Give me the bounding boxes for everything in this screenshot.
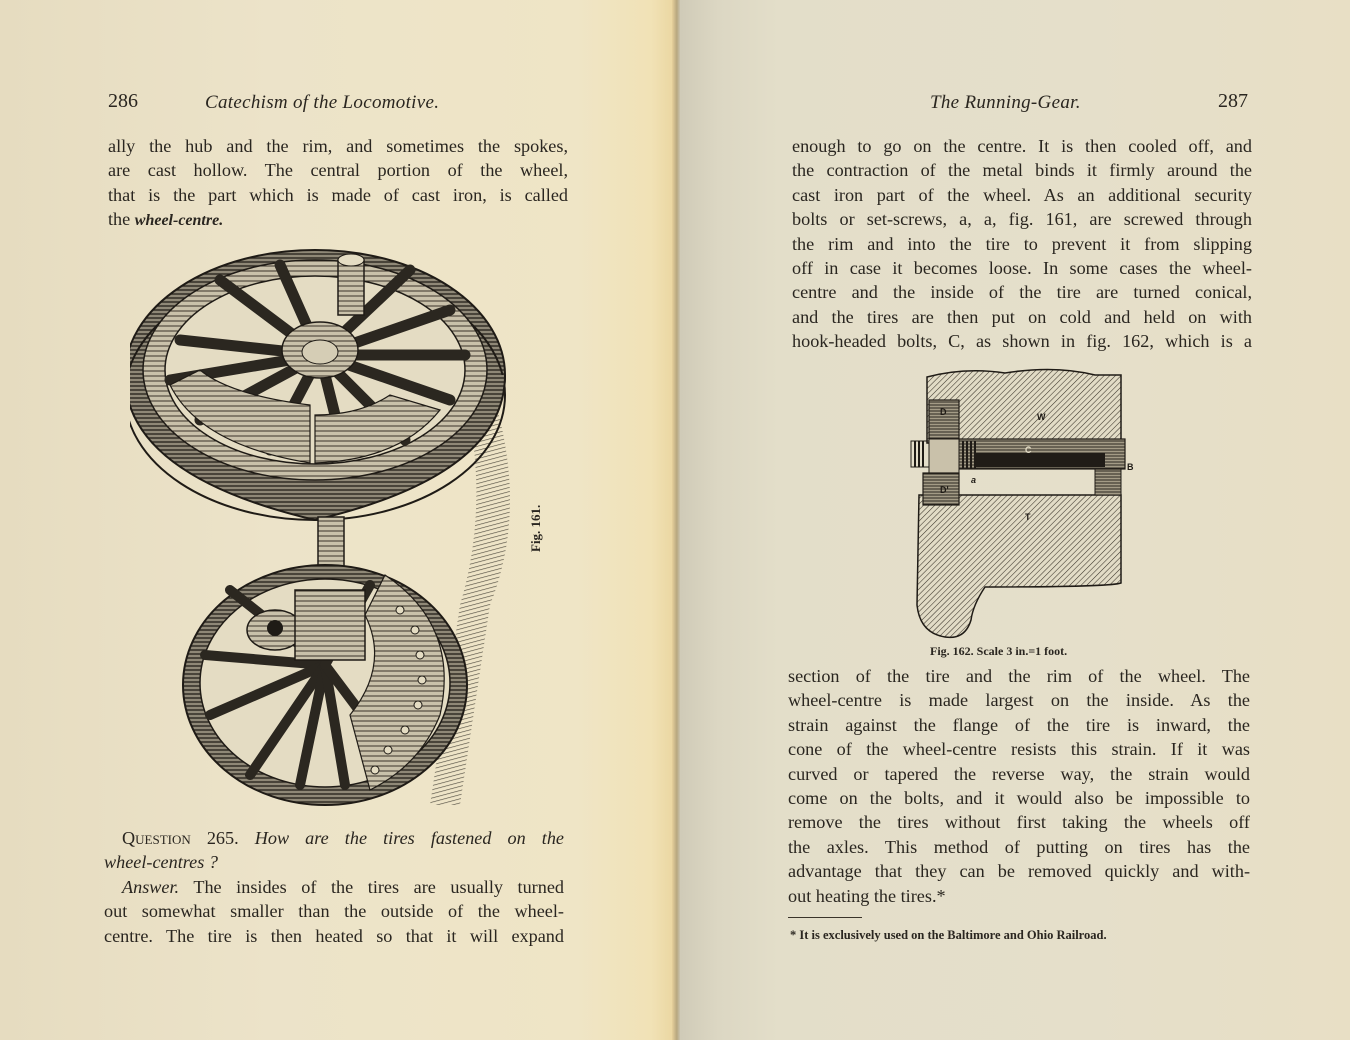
fig-161-wheel-illustration — [130, 245, 550, 815]
label-d: D — [940, 407, 947, 417]
fig-162-caption: Fig. 162. Scale 3 in.=1 foot. — [930, 644, 1068, 658]
footnote-rule — [788, 917, 862, 918]
fig-162-tire-section-diagram — [905, 365, 1145, 640]
page-number-left: 286 — [108, 90, 138, 112]
label-c: C — [1025, 445, 1032, 455]
question-265: Question 265. How are the tires fastened on the wheel-centres ? — [104, 828, 565, 873]
footnote: * It is exclusively used on the Baltimore and Ohio Railroad. — [790, 928, 1107, 942]
answer-265: Answer. The insides of the tires are usually turned out somewhat smaller than the outside of the wheel- centre. The tire is then heated so that it will expand — [104, 877, 564, 946]
label-w: W — [1037, 412, 1046, 422]
label-t: T — [1025, 512, 1031, 522]
page-number-right: 287 — [1218, 90, 1248, 112]
label-b: B — [1127, 462, 1134, 472]
label-a: a — [971, 475, 977, 485]
running-head-right: The Running-Gear. — [930, 92, 1081, 113]
label-d-prime: D' — [940, 485, 949, 495]
fig-161-caption: Fig. 161. — [528, 504, 543, 552]
left-top-paragraph: ally the hub and the rim, and sometimes the spokes, are cast hollow. The central portion of the wheel, that is the part which is made of cast iron, is called the wheel-centre. — [108, 136, 568, 230]
right-top-paragraph: enough to go on the centre. It is then cooled off, and the contraction of the metal binds it firmly around the cast iron part of the wheel. As an additional security bolts or set-screws, a, a, fig. 161, are screwed through the rim and into the tire to prevent it from slipping off in case it becomes loose. In some cases the wheel- centre and the inside of the tire are turned conical, and the tires are then put on cold and held on with hook-headed bolts, C, as shown in fig. 162, which is a — [792, 136, 1252, 352]
right-bottom-paragraph: section of the tire and the rim of the wheel. The wheel-centre is made largest on the inside. As the strain against the flange of the tire is inward, the cone of the wheel-centre resists this strain. If it was curved or tapered the reverse way, the strain would come on the bolts, and it would also be impossible to remove the tires without first taking the wheels off the axles. This method of putting on tires has the advantage that they can be removed quickly and with- out heating the tires.* — [788, 666, 1250, 906]
running-head-left: Catechism of the Locomotive. — [205, 92, 440, 113]
book-gutter — [672, 0, 680, 1040]
